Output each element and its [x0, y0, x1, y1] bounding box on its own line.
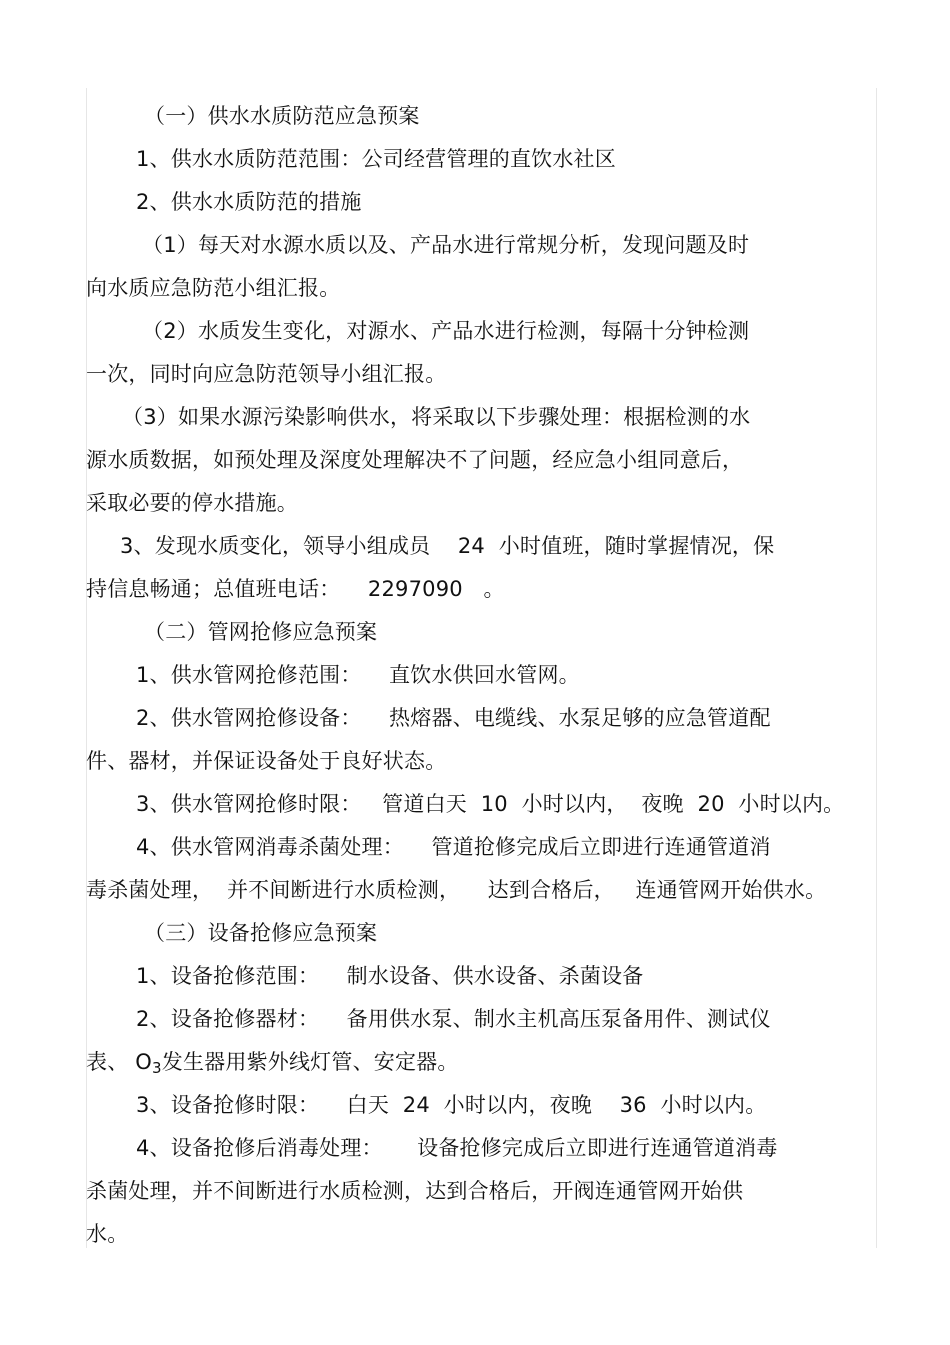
section-3-heading: （三）设备抢修应急预案: [144, 921, 378, 945]
paragraph-line: 1、设备抢修范围： 制水设备、供水设备、杀菌设备: [136, 964, 644, 988]
paragraph-line: （1）每天对水源水质以及、产品水进行常规分析，发现问题及时: [142, 233, 750, 257]
paragraph-line: （2）水质发生变化，对源水、产品水进行检测，每隔十分钟检测: [142, 319, 750, 343]
paragraph-line: 一次，同时向应急防范领导小组汇报。: [86, 362, 447, 386]
section-1-heading: （一）供水水质防范应急预案: [144, 104, 420, 128]
paragraph-line: 3、供水管网抢修时限： 管道白天 10 小时以内， 夜晚 20 小时以内。: [136, 792, 845, 816]
paragraph-line: 3、设备抢修时限： 白天 24 小时以内，夜晚 36 小时以内。: [136, 1093, 767, 1117]
paragraph-line: 4、设备抢修后消毒处理： 设备抢修完成后立即进行连通管道消毒: [136, 1136, 778, 1160]
paragraph-line: 1、供水水质防范范围：公司经营管理的直饮水社区: [136, 147, 616, 171]
line-text: 表、 O: [86, 1050, 153, 1074]
paragraph-line: 4、供水管网消毒杀菌处理： 管道抢修完成后立即进行连通管道消: [136, 835, 771, 859]
paragraph-line: [86, 1047, 459, 1079]
right-margin-line: [876, 88, 877, 1248]
paragraph-line: 2、供水管网抢修设备： 热熔器、电缆线、水泵足够的应急管道配: [136, 706, 771, 730]
paragraph-line: 1、供水管网抢修范围： 直饮水供回水管网。: [136, 663, 580, 687]
paragraph-line: 3、发现水质变化，领导小组成员 24 小时值班，随时掌握情况，保: [120, 534, 775, 558]
paragraph-line: 向水质应急防范小组汇报。: [86, 276, 341, 300]
subscript-3: 3: [152, 1059, 162, 1077]
paragraph-line: 源水质数据，如预处理及深度处理解决不了问题，经应急小组同意后，: [86, 448, 744, 472]
paragraph-line: （3）如果水源污染影响供水，将采取以下步骤处理：根据检测的水: [122, 405, 751, 429]
paragraph-line: 2、设备抢修器材： 备用供水泵、制水主机高压泵备用件、测试仪: [136, 1007, 771, 1031]
paragraph-line: 2、供水水质防范的措施: [136, 190, 362, 214]
paragraph-line: 采取必要的停水措施。: [86, 491, 298, 515]
paragraph-line: 毒杀菌处理， 并不间断进行水质检测， 达到合格后， 连通管网开始供水。: [86, 878, 827, 902]
line-text: 发生器用紫外线灯管、安定器。: [161, 1050, 459, 1074]
paragraph-line: 水。: [86, 1222, 129, 1246]
paragraph-line: 件、器材，并保证设备处于良好状态。: [86, 749, 447, 773]
paragraph-line: 持信息畅通；总值班电话： 2297090 。: [86, 577, 505, 601]
section-2-heading: （二）管网抢修应急预案: [144, 620, 378, 644]
paragraph-line: 杀菌处理，并不间断进行水质检测，达到合格后，开阀连通管网开始供: [86, 1179, 744, 1203]
